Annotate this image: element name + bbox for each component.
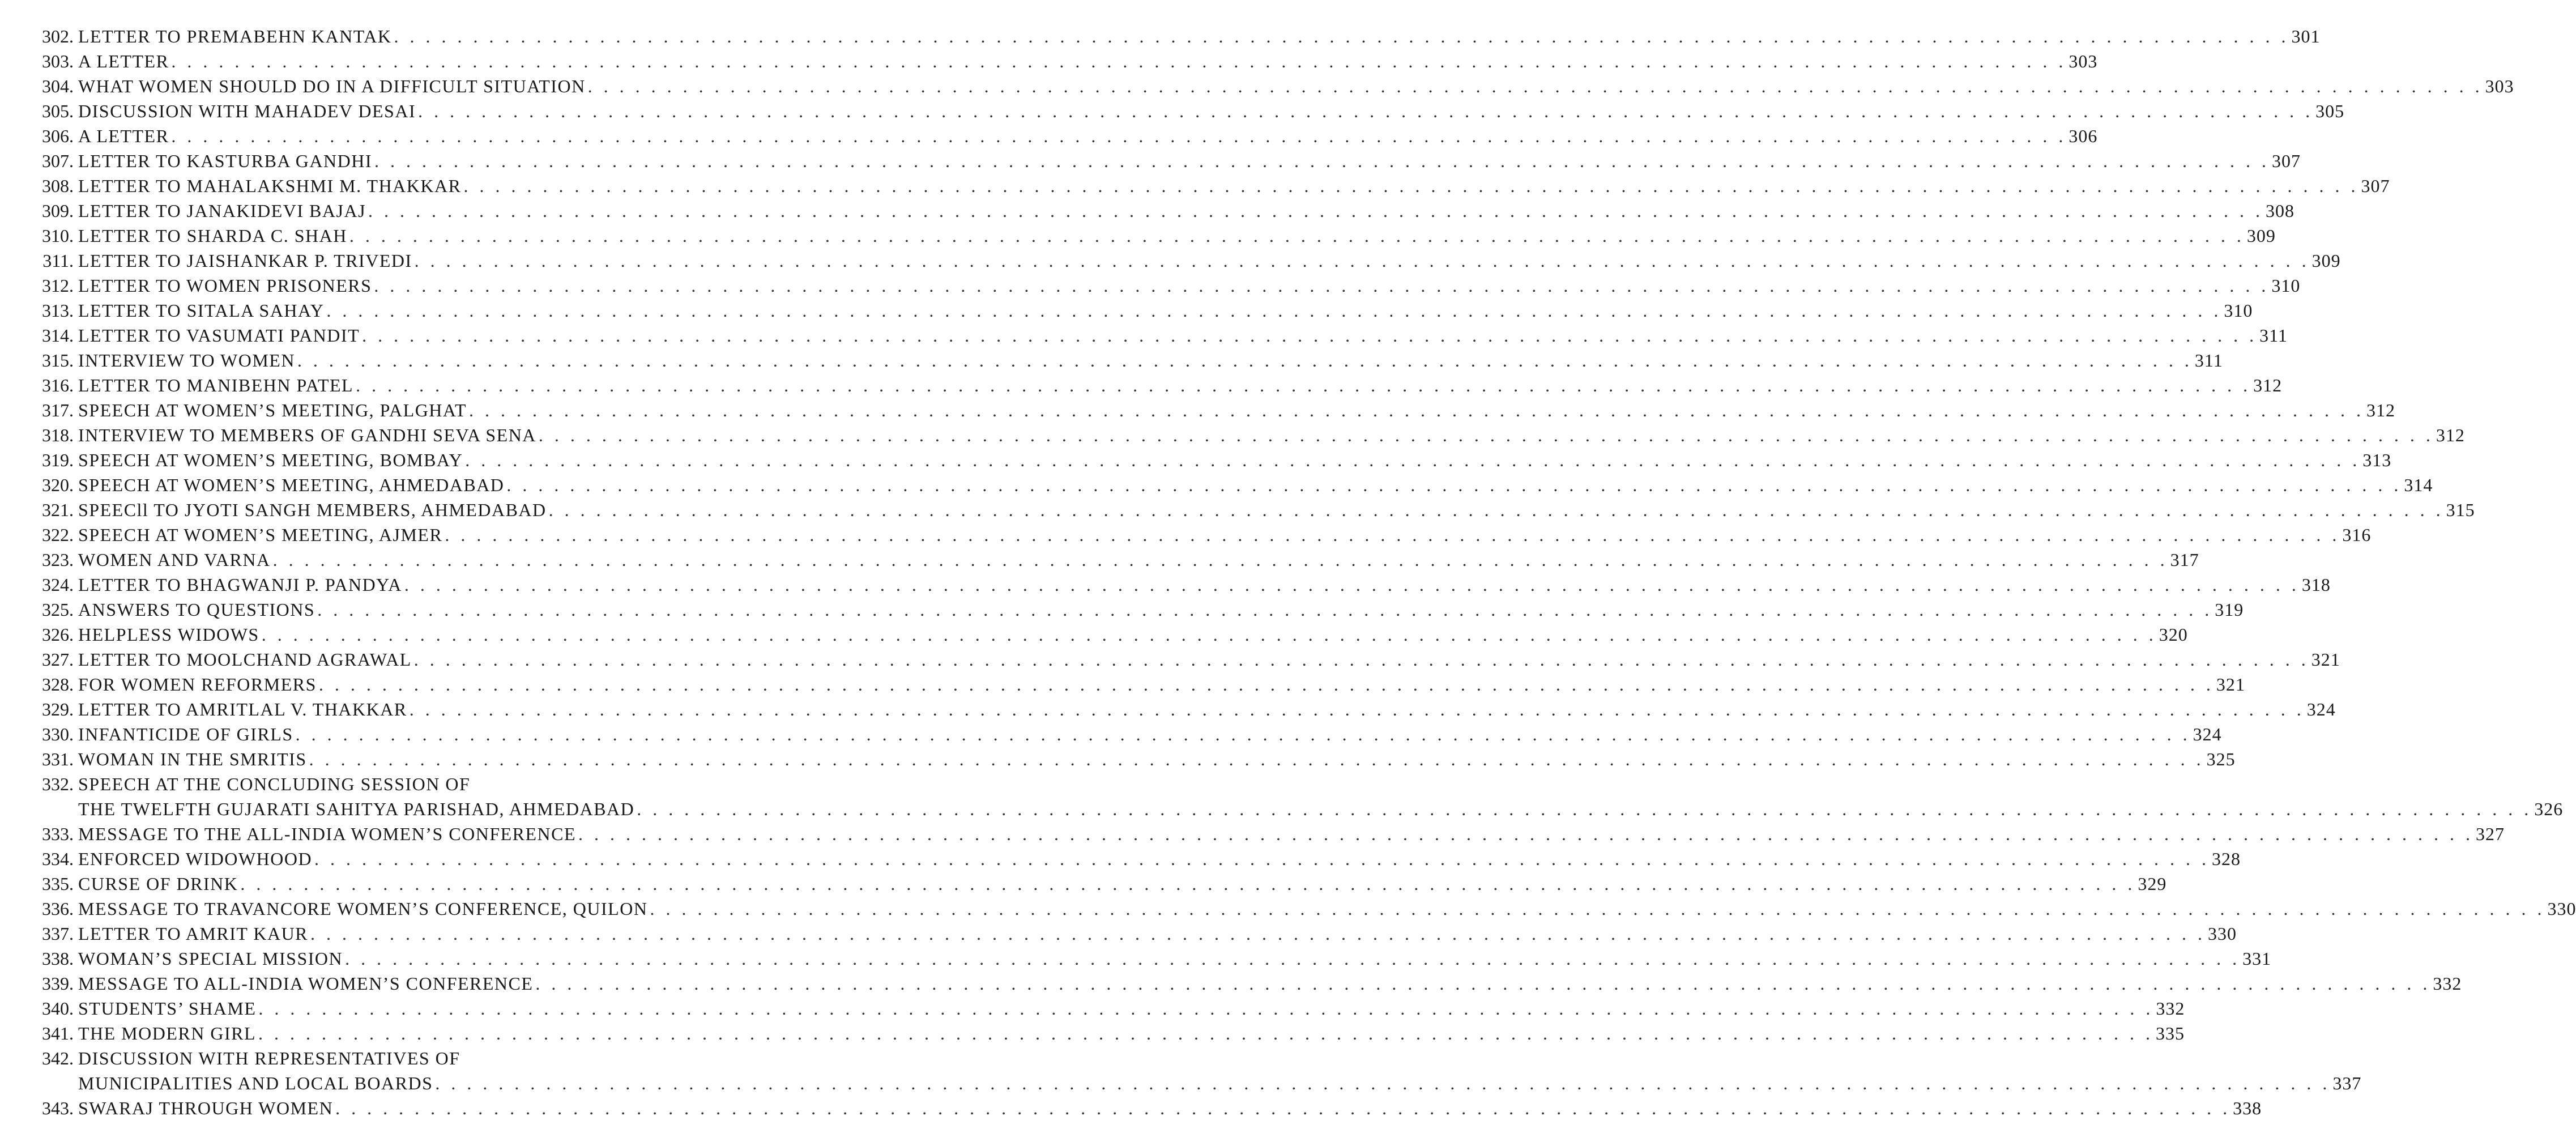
entry-title: FOR WOMEN REFORMERS: [78, 674, 317, 695]
page-number: 318: [2301, 574, 2331, 595]
dot-leader: . . . . . . . . . . . . . . . . . . . . . . . . . . . . . . . . . . . . . . . . . . . . . . . . . . . . . . . . . . . . . . . . . . . . . . . . . . . . . . . . . . . . . . . . . . . . . . . . . . . . . . . . . . . . . . . . . . . . . . . .: [362, 325, 2258, 346]
entry-number: 323.: [42, 550, 74, 570]
toc-entry: [33, 248, 2341, 273]
dot-leader: . . . . . . . . . . . . . . . . . . . . . . . . . . . . . . . . . . . . . . . . . . . . . . . . . . . . . . . . . . . . . . . . . . . . . . . . . . . . . . . . . . . . . . . . . . . . . . . . . . . . . . . . . . . . . . . . . . . . . . . .: [368, 201, 2264, 221]
entry-title: HELPLESS WIDOWS: [78, 624, 259, 645]
entry-title: DISCUSSION WITH MAHADEV DESAI: [78, 101, 416, 121]
entry-number: 318.: [42, 425, 74, 445]
page-number: 326: [2534, 799, 2564, 819]
page-number: 306: [2069, 126, 2098, 146]
entry-number: 339.: [42, 973, 74, 994]
toc-entry: [33, 647, 2340, 672]
toc-entry: [33, 522, 2372, 547]
entry-title-continued: MUNICIPALITIES AND LOCAL BOARDS: [78, 1073, 433, 1093]
page-number: 305: [2315, 101, 2345, 121]
entry-title: LETTER TO VASUMATI PANDIT: [78, 325, 360, 346]
entry-title: CURSE OF DRINK: [78, 874, 238, 894]
entry-number: 333.: [42, 824, 74, 844]
dot-leader: . . . . . . . . . . . . . . . . . . . . . . . . . . . . . . . . . . . . . . . . . . . . . . . . . . . . . . . . . . . . . . . . . . . . . . . . . . . . . . . . . . . . . . . . . . . . . . . . . . . . . . . . . . . . . . . . . . . . . . . .: [435, 1073, 2331, 1093]
entry-number: 308.: [42, 176, 74, 196]
entry-title-continued: THE TWELFTH GUJARATI SAHITYA PARISHAD, AHMEDABAD: [78, 799, 635, 819]
dot-leader: . . . . . . . . . . . . . . . . . . . . . . . . . . . . . . . . . . . . . . . . . . . . . . . . . . . . . . . . . . . . . . . . . . . . . . . . . . . . . . . . . . . . . . . . . . . . . . . . . . . . . . . . . . . . . . . . . . . . . . . .: [356, 375, 2251, 395]
page-number: 307: [2361, 176, 2390, 196]
toc-entry: [33, 472, 2433, 497]
entry-title: INTERVIEW TO MEMBERS OF GANDHI SEVA SENA: [78, 425, 536, 445]
entry-title: MESSAGE TO ALL-INDIA WOMEN’S CONFERENCE: [78, 973, 534, 994]
entry-number: 340.: [42, 998, 74, 1019]
entry-title: LETTER TO PREMABEHN KANTAK: [78, 26, 392, 46]
toc-entry: [33, 622, 2188, 647]
entry-title: SPEECH AT WOMEN’S MEETING, BOMBAY: [78, 450, 463, 470]
toc-entry: [33, 173, 2390, 198]
toc-entry: [33, 572, 2331, 597]
entry-title: ANSWERS TO QUESTIONS: [78, 599, 315, 620]
page-number: 312: [2253, 375, 2283, 395]
entry-title: LETTER TO JANAKIDEVI BAJAJ: [78, 201, 366, 221]
entry-title: LETTER TO SHARDA C. SHAH: [78, 225, 347, 246]
entry-title: SPEECH AT WOMEN’S MEETING, PALGHAT: [78, 400, 467, 420]
entry-number: 305.: [42, 101, 74, 121]
dot-leader: . . . . . . . . . . . . . . . . . . . . . . . . . . . . . . . . . . . . . . . . . . . . . . . . . . . . . . . . . . . . . . . . . . . . . . . . . . . . . . . . . . . . . . . . . . . . . . . . . . . . . . . . . . . . . . . . . . . . . . . .: [310, 923, 2206, 944]
dot-leader: . . . . . . . . . . . . . . . . . . . . . . . . . . . . . . . . . . . . . . . . . . . . . . . . . . . . . . . . . . . . . . . . . . . . . . . . . . . . . . . . . . . . . . . . . . . . . . . . . . . . . . . . . . . . . . . . . . . . . . . .: [317, 599, 2213, 620]
page-number: 335: [2156, 1023, 2185, 1043]
entry-title: ENFORCED WIDOWHOOD: [78, 849, 313, 869]
dot-leader: . . . . . . . . . . . . . . . . . . . . . . . . . . . . . . . . . . . . . . . . . . . . . . . . . . . . . . . . . . . . . . . . . . . . . . . . . . . . . . . . . . . . . . . . . . . . . . . . . . . . . . . . . . . . . . . . . . . . . . . .: [314, 849, 2210, 869]
page-number: 316: [2342, 525, 2372, 545]
entry-number: 343.: [42, 1098, 74, 1118]
dot-leader: . . . . . . . . . . . . . . . . . . . . . . . . . . . . . . . . . . . . . . . . . . . . . . . . . . . . . . . . . . . . . . . . . . . . . . . . . . . . . . . . . . . . . . . . . . . . . . . . . . . . . . . . . . . . . . . . . . . . . . . .: [404, 574, 2300, 595]
toc-entry: [33, 497, 2475, 522]
entry-number: 327.: [42, 649, 74, 670]
entry-number: 329.: [42, 699, 74, 719]
dot-leader: . . . . . . . . . . . . . . . . . . . . . . . . . . . . . . . . . . . . . . . . . . . . . . . . . . . . . . . . . . . . . . . . . . . . . . . . . . . . . . . . . . . . . . . . . . . . . . . . . . . . . . . . . . . . . . . . . . . . . . . .: [535, 973, 2431, 994]
toc-entry: [33, 871, 2167, 896]
toc-entry: [33, 373, 2283, 398]
page-number: 324: [2193, 724, 2222, 744]
page-number: 310: [2224, 300, 2253, 321]
dot-leader: . . . . . . . . . . . . . . . . . . . . . . . . . . . . . . . . . . . . . . . . . . . . . . . . . . . . . . . . . . . . . . . . . . . . . . . . . . . . . . . . . . . . . . . . . . . . . . . . . . . . . . . . . . . . . . . . . . . . . . . .: [469, 400, 2365, 420]
page-number: 317: [2170, 550, 2199, 570]
entry-number: 317.: [42, 400, 74, 420]
toc-entry: [33, 123, 2098, 148]
entry-title: STUDENTS’ SHAME: [78, 998, 257, 1019]
dot-leader: . . . . . . . . . . . . . . . . . . . . . . . . . . . . . . . . . . . . . . . . . . . . . . . . . . . . . . . . . . . . . . . . . . . . . . . . . . . . . . . . . . . . . . . . . . . . . . . . . . . . . . . . . . . . . . . . . . . . . . . .: [650, 898, 2545, 919]
page-number: 332: [2156, 998, 2185, 1019]
page-number: 307: [2271, 151, 2301, 171]
entry-number: 326.: [42, 624, 74, 645]
page-number: 327: [2476, 824, 2505, 844]
dot-leader: . . . . . . . . . . . . . . . . . . . . . . . . . . . . . . . . . . . . . . . . . . . . . . . . . . . . . . . . . . . . . . . . . . . . . . . . . . . . . . . . . . . . . . . . . . . . . . . . . . . . . . . . . . . . . . . . . . . . . . . .: [318, 674, 2214, 695]
toc-entry: [33, 1096, 2262, 1121]
dot-leader: . . . . . . . . . . . . . . . . . . . . . . . . . . . . . . . . . . . . . . . . . . . . . . . . . . . . . . . . . . . . . . . . . . . . . . . . . . . . . . . . . . . . . . . . . . . . . . . . . . . . . . . . . . . . . . . . . . . . . . . .: [258, 1023, 2154, 1043]
dot-leader: . . . . . . . . . . . . . . . . . . . . . . . . . . . . . . . . . . . . . . . . . . . . . . . . . . . . . . . . . . . . . . . . . . . . . . . . . . . . . . . . . . . . . . . . . . . . . . . . . . . . . . . . . . . . . . . . . . . . . . . .: [445, 525, 2340, 545]
dot-leader: . . . . . . . . . . . . . . . . . . . . . . . . . . . . . . . . . . . . . . . . . . . . . . . . . . . . . . . . . . . . . . . . . . . . . . . . . . . . . . . . . . . . . . . . . . . . . . . . . . . . . . . . . . . . . . . . . . . . . . . .: [297, 350, 2193, 370]
entry-number: 330.: [42, 724, 74, 744]
dot-leader: . . . . . . . . . . . . . . . . . . . . . . . . . . . . . . . . . . . . . . . . . . . . . . . . . . . . . . . . . . . . . . . . . . . . . . . . . . . . . . . . . . . . . . . . . . . . . . . . . . . . . . . . . . . . . . . . . . . . . . . .: [413, 649, 2309, 670]
entry-title: LETTER TO AMRITLAL V. THAKKAR: [78, 699, 407, 719]
entry-title: A LETTER: [78, 51, 169, 71]
toc-entry: [33, 821, 2505, 846]
dot-leader: . . . . . . . . . . . . . . . . . . . . . . . . . . . . . . . . . . . . . . . . . . . . . . . . . . . . . . . . . . . . . . . . . . . . . . . . . . . . . . . . . . . . . . . . . . . . . . . . . . . . . . . . . . . . . . . . . . . . . . . .: [409, 699, 2305, 719]
page-number: 313: [2362, 450, 2392, 470]
toc-entry: [33, 747, 2236, 772]
entry-title: SPEECH AT THE CONCLUDING SESSION OF: [78, 774, 471, 794]
entry-number: 309.: [42, 201, 74, 221]
toc-entry: [33, 348, 2223, 373]
page-number: 329: [2138, 874, 2167, 894]
entry-title: LETTER TO SITALA SAHAY: [78, 300, 325, 321]
entry-number: 302.: [42, 26, 74, 46]
dot-leader: . . . . . . . . . . . . . . . . . . . . . . . . . . . . . . . . . . . . . . . . . . . . . . . . . . . . . . . . . . . . . . . . . . . . . . . . . . . . . . . . . . . . . . . . . . . . . . . . . . . . . . . . . . . . . . . . . . . . . . . .: [345, 948, 2241, 969]
page-number: 309: [2246, 225, 2276, 246]
dot-leader: . . . . . . . . . . . . . . . . . . . . . . . . . . . . . . . . . . . . . . . . . . . . . . . . . . . . . . . . . . . . . . . . . . . . . . . . . . . . . . . . . . . . . . . . . . . . . . . . . . . . . . . . . . . . . . . . . . . . . . . .: [548, 500, 2444, 520]
entry-number: 328.: [42, 674, 74, 695]
toc-entry: [33, 1046, 2362, 1096]
page-number: 337: [2332, 1073, 2362, 1093]
page-number: 309: [2311, 250, 2341, 271]
toc-entry: [33, 49, 2098, 74]
toc-entry: [33, 946, 2272, 971]
entry-number: 321.: [42, 500, 74, 520]
entry-number: 313.: [42, 300, 74, 321]
toc-entry: [33, 672, 2245, 697]
dot-leader: . . . . . . . . . . . . . . . . . . . . . . . . . . . . . . . . . . . . . . . . . . . . . . . . . . . . . . . . . . . . . . . . . . . . . . . . . . . . . . . . . . . . . . . . . . . . . . . . . . . . . . . . . . . . . . . . . . . . . . . .: [465, 450, 2361, 470]
table-of-contents: [33, 24, 2576, 1121]
entry-number: 336.: [42, 898, 74, 919]
entry-title: SPEECll TO JYOTI SANGH MEMBERS, AHMEDABAD: [78, 500, 547, 520]
toc-entry: [33, 597, 2244, 622]
page-number: 320: [2159, 624, 2188, 645]
toc-entry: [33, 423, 2465, 448]
entry-number: 342.: [42, 1048, 74, 1068]
entry-title: SPEECH AT WOMEN’S MEETING, AJMER: [78, 525, 443, 545]
dot-leader: . . . . . . . . . . . . . . . . . . . . . . . . . . . . . . . . . . . . . . . . . . . . . . . . . . . . . . . . . . . . . . . . . . . . . . . . . . . . . . . . . . . . . . . . . . . . . . . . . . . . . . . . . . . . . . . . . . . . . . . .: [326, 300, 2222, 321]
entry-title: LETTER TO MAHALAKSHMI M. THAKKAR: [78, 176, 462, 196]
page-number: 315: [2446, 500, 2475, 520]
page-number: 312: [2436, 425, 2465, 445]
page-number: 310: [2271, 275, 2301, 296]
entry-number: 312.: [42, 275, 74, 296]
toc-entry: [33, 298, 2253, 323]
dot-leader: . . . . . . . . . . . . . . . . . . . . . . . . . . . . . . . . . . . . . . . . . . . . . . . . . . . . . . . . . . . . . . . . . . . . . . . . . . . . . . . . . . . . . . . . . . . . . . . . . . . . . . . . . . . . . . . . . . . . . . . .: [295, 724, 2191, 744]
dot-leader: . . . . . . . . . . . . . . . . . . . . . . . . . . . . . . . . . . . . . . . . . . . . . . . . . . . . . . . . . . . . . . . . . . . . . . . . . . . . . . . . . . . . . . . . . . . . . . . . . . . . . . . . . . . . . . . . . . . . . . . .: [374, 275, 2270, 296]
toc-entry: [33, 846, 2241, 871]
page-number: 311: [2194, 350, 2223, 370]
entry-number: 311.: [42, 250, 74, 271]
entry-title: LETTER TO BHAGWANJI P. PANDYA: [78, 574, 402, 595]
page-number: 324: [2306, 699, 2336, 719]
toc-entry: [33, 971, 2462, 996]
entry-title: SWARAJ THROUGH WOMEN: [78, 1098, 334, 1118]
page-number: 303: [2069, 51, 2098, 71]
entry-number: 322.: [42, 525, 74, 545]
entry-number: 324.: [42, 574, 74, 595]
toc-entry: [33, 24, 2321, 49]
page-number: 330: [2208, 923, 2237, 944]
dot-leader: . . . . . . . . . . . . . . . . . . . . . . . . . . . . . . . . . . . . . . . . . . . . . . . . . . . . . . . . . . . . . . . . . . . . . . . . . . . . . . . . . . . . . . . . . . . . . . . . . . . . . . . . . . . . . . . . . . . . . . . .: [374, 151, 2270, 171]
entry-title: WOMEN AND VARNA: [78, 550, 271, 570]
toc-entry: [33, 1021, 2185, 1046]
entry-title: INTERVIEW TO WOMEN: [78, 350, 295, 370]
entry-title: WHAT WOMEN SHOULD DO IN A DIFFICULT SITUATION: [78, 76, 586, 96]
page-number: 319: [2215, 599, 2244, 620]
entry-number: 310.: [42, 225, 74, 246]
entry-number: 320.: [42, 475, 74, 495]
entry-number: 314.: [42, 325, 74, 346]
entry-title: LETTER TO MANIBEHN PATEL: [78, 375, 354, 395]
entry-title: WOMAN’S SPECIAL MISSION: [78, 948, 343, 969]
page-number: 332: [2433, 973, 2462, 994]
dot-leader: . . . . . . . . . . . . . . . . . . . . . . . . . . . . . . . . . . . . . . . . . . . . . . . . . . . . . . . . . . . . . . . . . . . . . . . . . . . . . . . . . . . . . . . . . . . . . . . . . . . . . . . . . . . . . . . . . . . . . . . .: [171, 51, 2067, 71]
entry-title: DISCUSSION WITH REPRESENTATIVES OF: [78, 1048, 460, 1068]
entry-number: 334.: [42, 849, 74, 869]
entry-number: 307.: [42, 151, 74, 171]
toc-entry: [33, 99, 2345, 123]
page-number: 312: [2366, 400, 2396, 420]
toc-entry: [33, 198, 2295, 223]
page-number: 311: [2259, 325, 2288, 346]
entry-number: 332.: [42, 774, 74, 794]
dot-leader: . . . . . . . . . . . . . . . . . . . . . . . . . . . . . . . . . . . . . . . . . . . . . . . . . . . . . . . . . . . . . . . . . . . . . . . . . . . . . . . . . . . . . . . . . . . . . . . . . . . . . . . . . . . . . . . . . . . . . . . .: [414, 250, 2310, 271]
toc-entry: [33, 896, 2576, 921]
entry-number: 341.: [42, 1023, 74, 1043]
page-number: 301: [2291, 26, 2321, 46]
page-number: 321: [2216, 674, 2245, 695]
dot-leader: . . . . . . . . . . . . . . . . . . . . . . . . . . . . . . . . . . . . . . . . . . . . . . . . . . . . . . . . . . . . . . . . . . . . . . . . . . . . . . . . . . . . . . . . . . . . . . . . . . . . . . . . . . . . . . . . . . . . . . . .: [578, 824, 2474, 844]
dot-leader: . . . . . . . . . . . . . . . . . . . . . . . . . . . . . . . . . . . . . . . . . . . . . . . . . . . . . . . . . . . . . . . . . . . . . . . . . . . . . . . . . . . . . . . . . . . . . . . . . . . . . . . . . . . . . . . . . . . . . . . .: [240, 874, 2136, 894]
entry-title: LETTER TO AMRIT KAUR: [78, 923, 309, 944]
entry-number: 306.: [42, 126, 74, 146]
entry-number: 315.: [42, 350, 74, 370]
page-number: 328: [2212, 849, 2241, 869]
toc-entry: [33, 722, 2222, 747]
entry-title: MESSAGE TO THE ALL-INDIA WOMEN’S CONFERENCE: [78, 824, 577, 844]
page-number: 308: [2266, 201, 2295, 221]
page-number: 331: [2242, 948, 2272, 969]
toc-entry: [33, 273, 2301, 298]
page-number: 321: [2311, 649, 2340, 670]
entry-number: 304.: [42, 76, 74, 96]
entry-number: 319.: [42, 450, 74, 470]
dot-leader: . . . . . . . . . . . . . . . . . . . . . . . . . . . . . . . . . . . . . . . . . . . . . . . . . . . . . . . . . . . . . . . . . . . . . . . . . . . . . . . . . . . . . . . . . . . . . . . . . . . . . . . . . . . . . . . . . . . . . . . .: [463, 176, 2359, 196]
page-number: 325: [2206, 749, 2236, 769]
toc-entry: [33, 448, 2392, 472]
dot-leader: . . . . . . . . . . . . . . . . . . . . . . . . . . . . . . . . . . . . . . . . . . . . . . . . . . . . . . . . . . . . . . . . . . . . . . . . . . . . . . . . . . . . . . . . . . . . . . . . . . . . . . . . . . . . . . . . . . . . . . . .: [261, 624, 2157, 645]
dot-leader: . . . . . . . . . . . . . . . . . . . . . . . . . . . . . . . . . . . . . . . . . . . . . . . . . . . . . . . . . . . . . . . . . . . . . . . . . . . . . . . . . . . . . . . . . . . . . . . . . . . . . . . . . . . . . . . . . . . . . . . .: [587, 76, 2483, 96]
dot-leader: . . . . . . . . . . . . . . . . . . . . . . . . . . . . . . . . . . . . . . . . . . . . . . . . . . . . . . . . . . . . . . . . . . . . . . . . . . . . . . . . . . . . . . . . . . . . . . . . . . . . . . . . . . . . . . . . . . . . . . . .: [394, 26, 2289, 46]
entry-title: A LETTER: [78, 126, 169, 146]
entry-title: LETTER TO JAISHANKAR P. TRIVEDI: [78, 250, 412, 271]
dot-leader: . . . . . . . . . . . . . . . . . . . . . . . . . . . . . . . . . . . . . . . . . . . . . . . . . . . . . . . . . . . . . . . . . . . . . . . . . . . . . . . . . . . . . . . . . . . . . . . . . . . . . . . . . . . . . . . . . . . . . . . .: [258, 998, 2154, 1019]
dot-leader: . . . . . . . . . . . . . . . . . . . . . . . . . . . . . . . . . . . . . . . . . . . . . . . . . . . . . . . . . . . . . . . . . . . . . . . . . . . . . . . . . . . . . . . . . . . . . . . . . . . . . . . . . . . . . . . . . . . . . . . .: [506, 475, 2402, 495]
dot-leader: . . . . . . . . . . . . . . . . . . . . . . . . . . . . . . . . . . . . . . . . . . . . . . . . . . . . . . . . . . . . . . . . . . . . . . . . . . . . . . . . . . . . . . . . . . . . . . . . . . . . . . . . . . . . . . . . . . . . . . . .: [349, 225, 2245, 246]
entry-title: SPEECH AT WOMEN’S MEETING, AHMEDABAD: [78, 475, 505, 495]
dot-leader: . . . . . . . . . . . . . . . . . . . . . . . . . . . . . . . . . . . . . . . . . . . . . . . . . . . . . . . . . . . . . . . . . . . . . . . . . . . . . . . . . . . . . . . . . . . . . . . . . . . . . . . . . . . . . . . . . . . . . . . .: [272, 550, 2168, 570]
entry-title: THE MODERN GIRL: [78, 1023, 257, 1043]
dot-leader: . . . . . . . . . . . . . . . . . . . . . . . . . . . . . . . . . . . . . . . . . . . . . . . . . . . . . . . . . . . . . . . . . . . . . . . . . . . . . . . . . . . . . . . . . . . . . . . . . . . . . . . . . . . . . . . . . . . . . . . .: [171, 126, 2067, 146]
toc-entry: [33, 921, 2237, 946]
toc-entry: [33, 398, 2396, 423]
toc-entry: [33, 74, 2514, 99]
entry-title: LETTER TO KASTURBA GANDHI: [78, 151, 372, 171]
entry-number: 337.: [42, 923, 74, 944]
dot-leader: . . . . . . . . . . . . . . . . . . . . . . . . . . . . . . . . . . . . . . . . . . . . . . . . . . . . . . . . . . . . . . . . . . . . . . . . . . . . . . . . . . . . . . . . . . . . . . . . . . . . . . . . . . . . . . . . . . . . . . . .: [637, 799, 2532, 819]
toc-entry: [33, 697, 2336, 722]
toc-entry: [33, 223, 2276, 248]
entry-number: 335.: [42, 874, 74, 894]
entry-number: 338.: [42, 948, 74, 969]
dot-leader: . . . . . . . . . . . . . . . . . . . . . . . . . . . . . . . . . . . . . . . . . . . . . . . . . . . . . . . . . . . . . . . . . . . . . . . . . . . . . . . . . . . . . . . . . . . . . . . . . . . . . . . . . . . . . . . . . . . . . . . .: [418, 101, 2314, 121]
toc-entry: [33, 148, 2301, 173]
dot-leader: . . . . . . . . . . . . . . . . . . . . . . . . . . . . . . . . . . . . . . . . . . . . . . . . . . . . . . . . . . . . . . . . . . . . . . . . . . . . . . . . . . . . . . . . . . . . . . . . . . . . . . . . . . . . . . . . . . . . . . . .: [538, 425, 2434, 445]
dot-leader: . . . . . . . . . . . . . . . . . . . . . . . . . . . . . . . . . . . . . . . . . . . . . . . . . . . . . . . . . . . . . . . . . . . . . . . . . . . . . . . . . . . . . . . . . . . . . . . . . . . . . . . . . . . . . . . . . . . . . . . .: [309, 749, 2204, 769]
toc-entry: [33, 996, 2185, 1021]
toc-entry: [33, 323, 2288, 348]
entry-title: WOMAN IN THE SMRITIS: [78, 749, 307, 769]
entry-number: 316.: [42, 375, 74, 395]
entry-title: LETTER TO WOMEN PRISONERS: [78, 275, 372, 296]
entry-number: 325.: [42, 599, 74, 620]
dot-leader: . . . . . . . . . . . . . . . . . . . . . . . . . . . . . . . . . . . . . . . . . . . . . . . . . . . . . . . . . . . . . . . . . . . . . . . . . . . . . . . . . . . . . . . . . . . . . . . . . . . . . . . . . . . . . . . . . . . . . . . .: [335, 1098, 2231, 1118]
toc-entry: [33, 772, 2564, 821]
entry-number: 303.: [42, 51, 74, 71]
toc-entry: [33, 547, 2199, 572]
entry-title: INFANTICIDE OF GIRLS: [78, 724, 293, 744]
page-number: 303: [2485, 76, 2514, 96]
entry-number: 331.: [42, 749, 74, 769]
page-number: 338: [2233, 1098, 2262, 1118]
page-number: 330: [2547, 898, 2576, 919]
page-number: 314: [2404, 475, 2433, 495]
entry-title: LETTER TO MOOLCHAND AGRAWAL: [78, 649, 412, 670]
entry-title: MESSAGE TO TRAVANCORE WOMEN’S CONFERENCE, QUILON: [78, 898, 648, 919]
